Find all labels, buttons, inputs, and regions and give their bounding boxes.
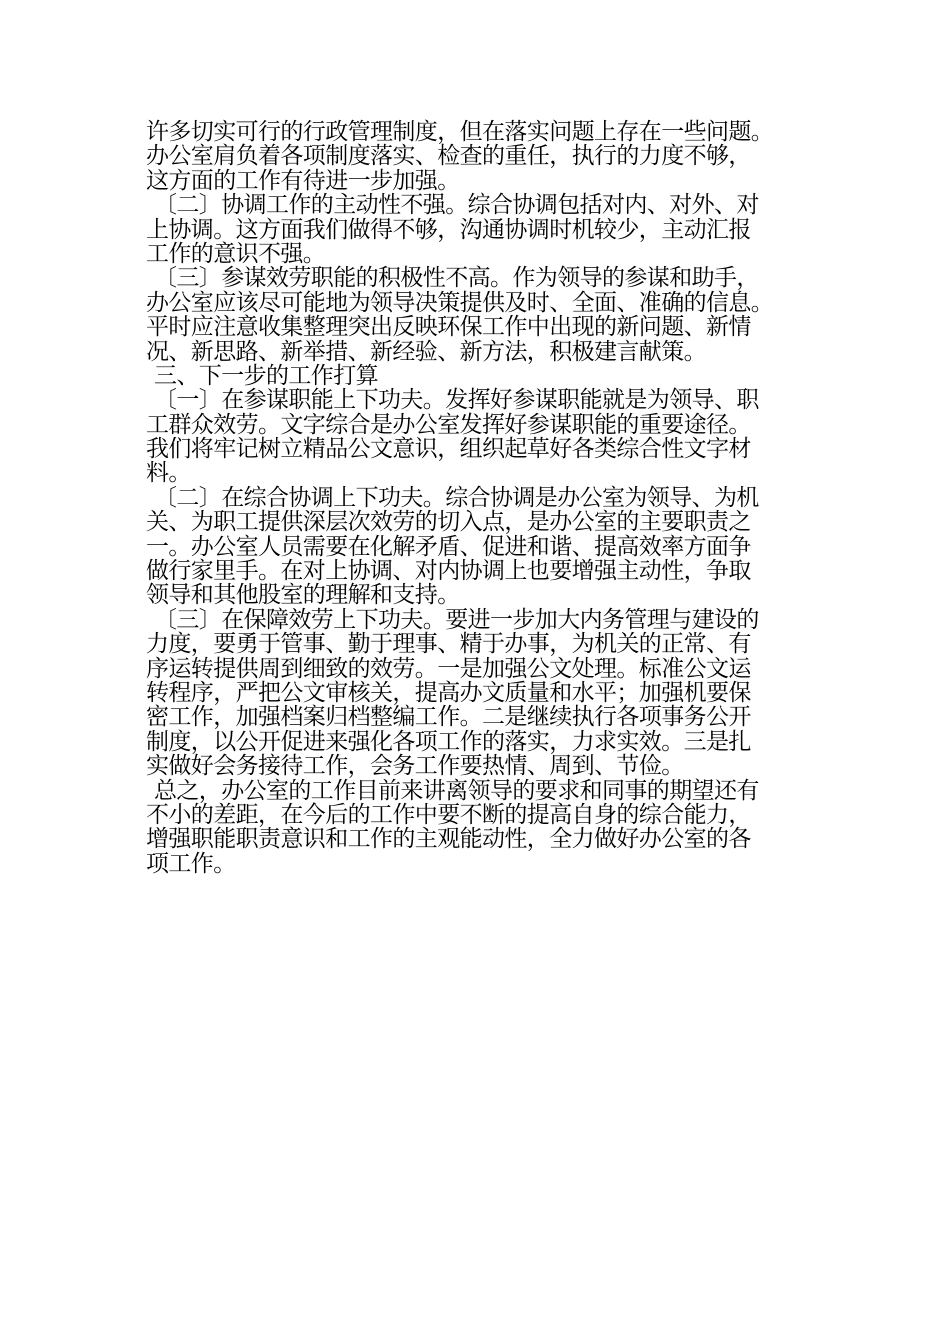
section-heading: 三、下一步的工作打算 — [154, 362, 379, 389]
text-line: 总之，办公室的工作目前来讲离领导的要求和同事的期望还有 — [154, 777, 759, 804]
text-line: 我们将牢记树立精品公文意识，组织起草好各类综合性文字材 — [146, 436, 751, 463]
text-line: 办公室应该尽可能地为领导决策提供及时、全面、准确的信息。 — [146, 289, 774, 316]
text-line: 增强职能职责意识和工作的主观能动性，全力做好办公室的各 — [146, 826, 751, 853]
text-line: 工群众效劳。文字综合是办公室发挥好参谋职能的重要途径。 — [146, 411, 751, 438]
text-line: 况、新思路、新举措、新经验、新方法，积极建言献策。 — [146, 338, 707, 365]
text-line: 一。办公室人员需要在化解矛盾、促进和谐、提高效率方面争 — [146, 533, 751, 560]
text-line: 这方面的工作有待进一步加强。 — [146, 167, 460, 194]
text-line: 〔三〕参谋效劳职能的积极性不高。作为领导的参谋和助手， — [154, 265, 759, 292]
text-line: 序运转提供周到细致的效劳。一是加强公文处理。标准公文运 — [146, 655, 751, 682]
text-line: 转程序，严把公文审核关，提高办文质量和水平；加强机要保 — [146, 679, 751, 706]
text-line: 平时应注意收集整理突出反映环保工作中出现的新问题、新情 — [146, 314, 751, 341]
text-line: 〔三〕在保障效劳上下功夫。要进一步加大内务管理与建设的 — [154, 606, 759, 633]
text-line: 〔二〕协调工作的主动性不强。综合协调包括对内、对外、对 — [154, 192, 759, 219]
text-line: 制度，以公开促进来强化各项工作的落实，力求实效。三是扎 — [146, 728, 751, 755]
text-line: 〔一〕在参谋职能上下功夫。发挥好参谋职能就是为领导、职 — [154, 387, 759, 414]
text-line: 关、为职工提供深层次效劳的切入点，是办公室的主要职责之 — [146, 509, 751, 536]
document-body — [146, 120, 816, 876]
text-line: 料。 — [146, 460, 191, 487]
text-line: 实做好会务接待工作，会务工作要热情、周到、节俭。 — [146, 753, 684, 780]
text-line: 许多切实可行的行政管理制度，但在落实问题上存在一些问题。 — [146, 119, 774, 145]
text-line: 力度，要勇于管事、勤于理事、精于办事，为机关的正常、有 — [146, 631, 751, 658]
text-line: 工作的意识不强。 — [146, 240, 326, 267]
text-line: 密工作，加强档案归档整编工作。二是继续执行各项事务公开 — [146, 704, 751, 731]
text-line: 上协调。这方面我们做得不够，沟通协调时机较少，主动汇报 — [146, 216, 751, 243]
text-line: 领导和其他股室的理解和支持。 — [146, 582, 460, 609]
text-line: 项工作。 — [146, 850, 236, 877]
text-line: 办公室肩负着各项制度落实、检查的重任，执行的力度不够， — [146, 143, 751, 170]
text-line: 不小的差距，在今后的工作中要不断的提高自身的综合能力， — [146, 801, 751, 828]
text-line: 〔二〕在综合协调上下功夫。综合协调是办公室为领导、为机 — [154, 484, 759, 511]
text-line: 做行家里手。在对上协调、对内协调上也要增强主动性，争取 — [146, 558, 751, 585]
